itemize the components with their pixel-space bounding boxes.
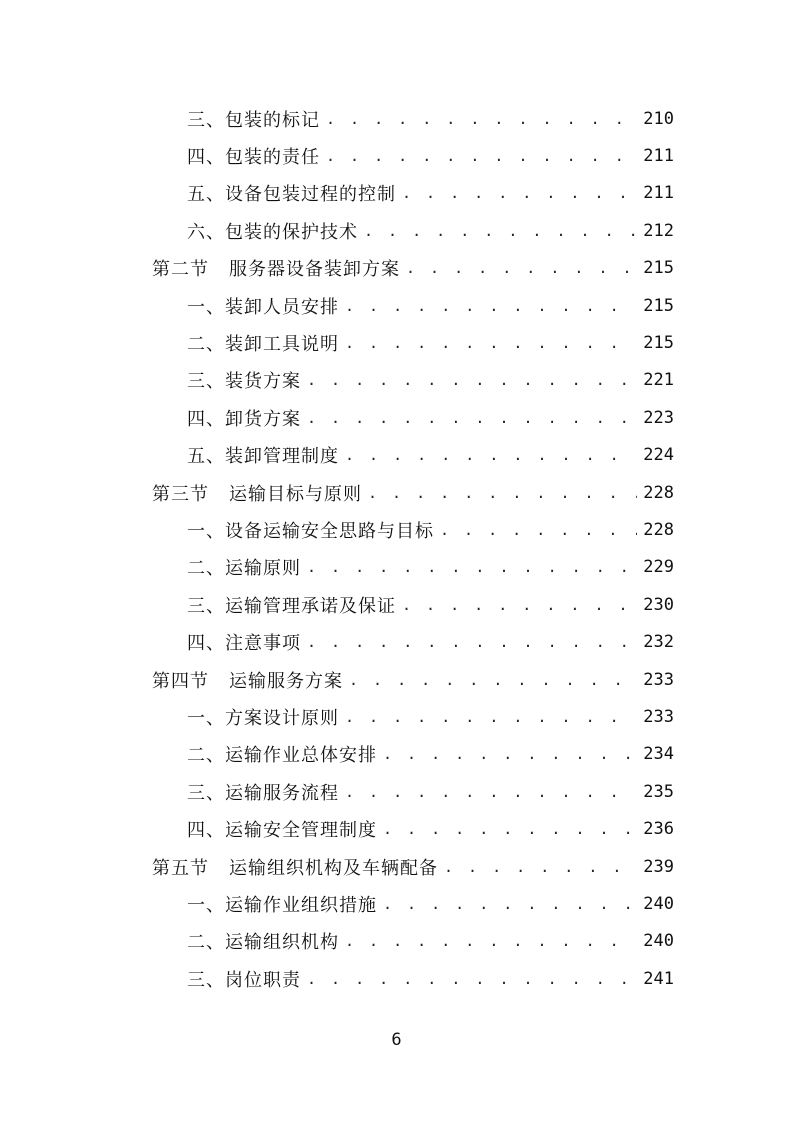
toc-page-number: 211 [643,183,674,204]
toc-page-number: 240 [643,893,674,914]
toc-entry-title: 四、卸货方案 [187,408,301,430]
toc-entry-title: 二、装卸工具说明 [187,334,339,356]
toc-page-number: 233 [643,669,674,690]
toc-section-title: 运输目标与原则 [229,483,362,505]
toc-entry[interactable] [0,623,793,660]
toc-entry[interactable] [0,175,793,212]
toc-page-number: 212 [643,220,674,241]
toc-entry[interactable] [0,100,793,137]
toc-entry-title: 四、包装的责任 [187,147,320,169]
toc-section-number: 第三节 [152,483,209,505]
toc-page-number: 230 [643,594,674,615]
toc-page-number: 241 [643,968,674,989]
toc-section-number: 第二节 [152,259,209,281]
toc-page-number: 224 [643,445,674,466]
toc-page-number: 211 [643,146,674,167]
toc-entry-title: 四、运输安全管理制度 [187,820,377,842]
table-of-contents [0,100,793,997]
toc-entry[interactable] [0,586,793,623]
toc-entry[interactable] [0,137,793,174]
dot-leader [402,184,637,202]
toc-entry-title: 一、设备运输安全思路与目标 [187,520,434,542]
toc-entry[interactable] [0,324,793,361]
toc-entry[interactable] [0,399,793,436]
toc-section-entry[interactable] [0,474,793,511]
dot-leader [307,970,637,988]
toc-section-number: 第四节 [152,670,209,692]
dot-leader [307,558,637,576]
toc-page-number: 215 [643,295,674,316]
toc-entry-title: 五、装卸管理制度 [187,446,339,468]
toc-section-entry[interactable] [0,848,793,885]
dot-leader [406,259,637,277]
toc-entry-title: 一、运输作业组织措施 [187,894,377,916]
toc-entry-title: 三、运输服务流程 [187,782,339,804]
toc-entry-title: 二、运输原则 [187,558,301,580]
toc-section-number: 第五节 [152,857,209,879]
dot-leader [364,222,637,240]
toc-entry-title: 三、包装的标记 [187,109,320,131]
toc-page-number: 215 [643,333,674,354]
toc-entry-title: 三、岗位职责 [187,969,301,991]
toc-entry[interactable] [0,773,793,810]
toc-entry[interactable] [0,810,793,847]
toc-entry-title: 二、运输组织机构 [187,932,339,954]
toc-entry-title: 二、运输作业总体安排 [187,745,377,767]
toc-section-title: 运输服务方案 [229,670,343,692]
toc-entry[interactable] [0,287,793,324]
toc-entry[interactable] [0,698,793,735]
toc-page-number: 210 [643,108,674,129]
dot-leader [326,147,637,165]
toc-entry-title: 一、装卸人员安排 [187,296,339,318]
toc-entry[interactable] [0,960,793,997]
toc-section-title: 服务器设备装卸方案 [229,259,400,281]
toc-entry-title: 三、装货方案 [187,371,301,393]
toc-entry-title: 六、包装的保护技术 [187,221,358,243]
toc-page-number: 215 [643,258,674,279]
toc-page-number: 221 [643,370,674,391]
toc-entry-title: 一、方案设计原则 [187,707,339,729]
dot-leader [345,334,637,352]
toc-page-number: 223 [643,407,674,428]
dot-leader [444,858,637,876]
toc-section-entry[interactable] [0,250,793,287]
toc-entry-title: 三、运输管理承诺及保证 [187,595,396,617]
toc-page-number: 239 [643,856,674,877]
dot-leader [402,596,637,614]
toc-entry[interactable] [0,362,793,399]
toc-entry[interactable] [0,923,793,960]
dot-leader [345,932,637,950]
dot-leader [307,371,637,389]
toc-entry[interactable] [0,885,793,922]
toc-section-title: 运输组织机构及车辆配备 [229,857,438,879]
toc-page-number: 228 [643,482,674,503]
dot-leader [345,708,637,726]
toc-page-number: 240 [643,931,674,952]
dot-leader [345,783,637,801]
toc-entry[interactable] [0,511,793,548]
dot-leader [345,446,637,464]
dot-leader [383,895,637,913]
toc-section-entry[interactable] [0,661,793,698]
toc-page-number: 233 [643,706,674,727]
toc-page-number: 228 [643,519,674,540]
dot-leader [307,409,637,427]
dot-leader [307,633,637,651]
toc-page-number: 229 [643,557,674,578]
dot-leader [368,484,637,502]
dot-leader [349,671,637,689]
toc-entry[interactable] [0,736,793,773]
toc-entry[interactable] [0,549,793,586]
toc-entry[interactable] [0,212,793,249]
toc-page-number: 235 [643,781,674,802]
toc-page-number: 232 [643,632,674,653]
dot-leader [383,820,637,838]
dot-leader [383,745,637,763]
toc-entry-title: 四、注意事项 [187,633,301,655]
toc-entry[interactable] [0,437,793,474]
toc-entry-title: 五、设备包装过程的控制 [187,184,396,206]
toc-page-number: 236 [643,819,674,840]
dot-leader [326,110,637,128]
toc-page-number: 234 [643,744,674,765]
page-footer-number: 6 [391,1030,402,1050]
dot-leader [345,297,637,315]
dot-leader [440,521,637,539]
